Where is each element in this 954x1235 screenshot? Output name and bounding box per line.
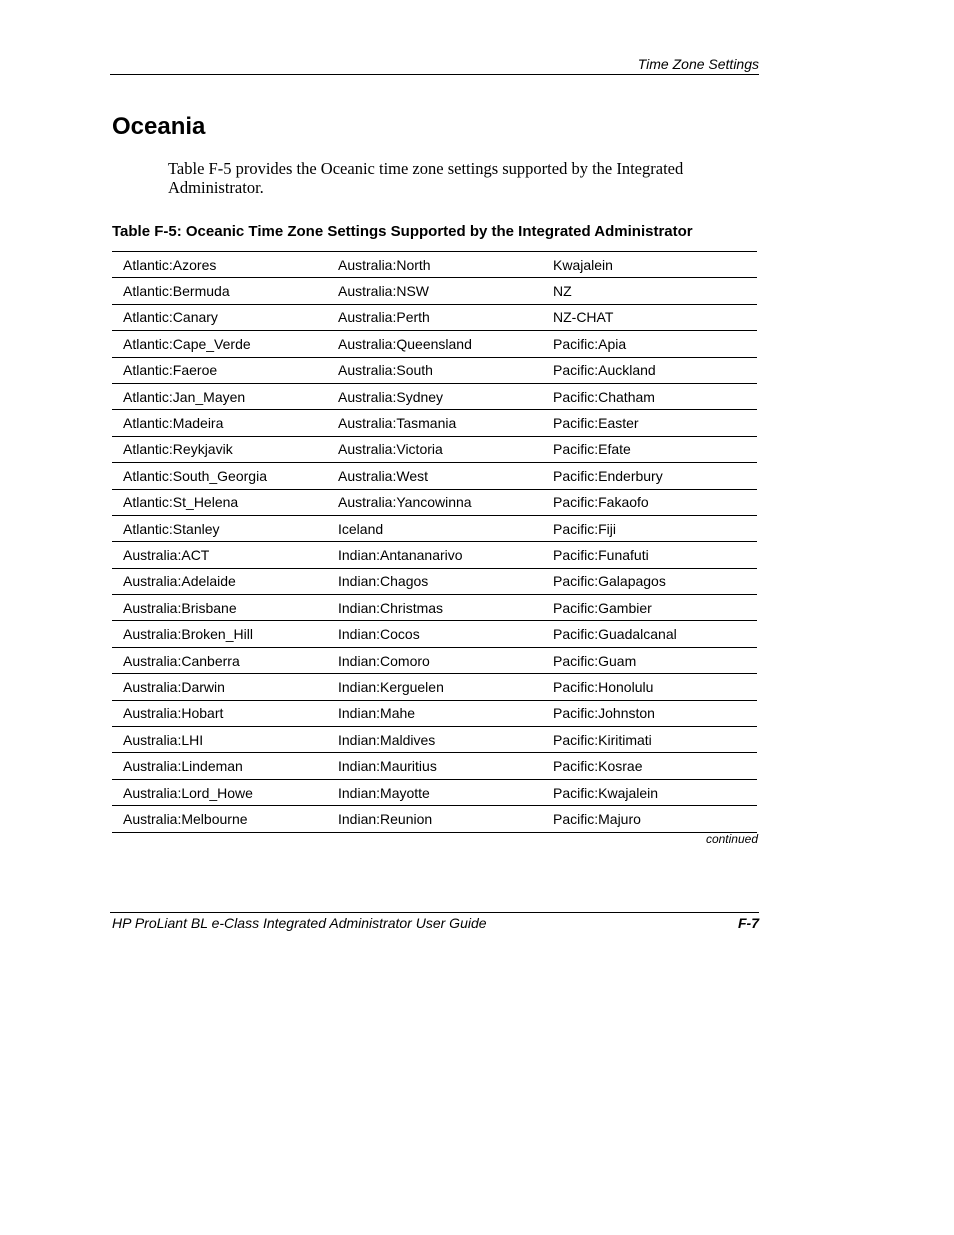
table-row <box>112 568 757 594</box>
table-cell: Australia:Queensland <box>327 331 542 357</box>
table-cell: Pacific:Enderbury <box>542 463 757 489</box>
table-cell: Pacific:Fiji <box>542 515 757 541</box>
continued-note: continued <box>705 832 758 846</box>
table-cell: Australia:Hobart <box>112 700 327 726</box>
table-row <box>112 278 757 304</box>
table-cell: Indian:Mayotte <box>327 779 542 805</box>
table-cell: Atlantic:Canary <box>112 304 327 330</box>
table-cell: Pacific:Guam <box>542 647 757 673</box>
table-cell: Pacific:Gambier <box>542 595 757 621</box>
table-cell: Australia:West <box>327 463 542 489</box>
table-cell: Australia:Yancowinna <box>327 489 542 515</box>
table-cell: Atlantic:Cape_Verde <box>112 331 327 357</box>
table-row <box>112 753 757 779</box>
table-cell: Indian:Kerguelen <box>327 674 542 700</box>
time-zone-table-body <box>112 252 757 833</box>
table-cell: Pacific:Easter <box>542 410 757 436</box>
table-cell: Atlantic:Azores <box>112 252 327 278</box>
table-cell: Indian:Antananarivo <box>327 542 542 568</box>
table-row <box>112 383 757 409</box>
table-row <box>112 489 757 515</box>
table-cell: Pacific:Honolulu <box>542 674 757 700</box>
table-row <box>112 252 757 278</box>
table-cell: Australia:Canberra <box>112 647 327 673</box>
section-heading: Oceania <box>112 113 206 140</box>
table-cell: Atlantic:St_Helena <box>112 489 327 515</box>
table-row <box>112 410 757 436</box>
table-cell: Australia:Lindeman <box>112 753 327 779</box>
table-cell: Indian:Christmas <box>327 595 542 621</box>
table-row <box>112 700 757 726</box>
table-cell: Australia:Darwin <box>112 674 327 700</box>
table-cell: Indian:Chagos <box>327 568 542 594</box>
table-row <box>112 542 757 568</box>
table-row <box>112 727 757 753</box>
table-cell: Indian:Maldives <box>327 727 542 753</box>
table-cell: Pacific:Kiritimati <box>542 727 757 753</box>
table-cell: Indian:Comoro <box>327 647 542 673</box>
table-cell: Atlantic:Jan_Mayen <box>112 383 327 409</box>
table-cell: Pacific:Kwajalein <box>542 779 757 805</box>
table-cell: Atlantic:Faeroe <box>112 357 327 383</box>
intro-paragraph: Table F-5 provides the Oceanic time zone settings supported by the Integrated Administrator. <box>168 159 684 197</box>
table-cell: Pacific:Majuro <box>542 806 757 832</box>
table-cell: Pacific:Johnston <box>542 700 757 726</box>
table-cell: Australia:ACT <box>112 542 327 568</box>
page-number: F-7 <box>738 915 759 931</box>
table-cell: Indian:Cocos <box>327 621 542 647</box>
table-cell: Pacific:Apia <box>542 331 757 357</box>
header-rule <box>110 74 759 75</box>
table-cell: Australia:South <box>327 357 542 383</box>
table-row <box>112 647 757 673</box>
running-header: Time Zone Settings <box>637 56 759 72</box>
table-cell: Atlantic:Reykjavik <box>112 436 327 462</box>
table-row <box>112 806 757 832</box>
table-cell: Pacific:Efate <box>542 436 757 462</box>
table-cell: Pacific:Guadalcanal <box>542 621 757 647</box>
footer-rule <box>110 912 759 913</box>
table-cell: Australia:Brisbane <box>112 595 327 621</box>
table-cell: Atlantic:South_Georgia <box>112 463 327 489</box>
table-cell: Australia:NSW <box>327 278 542 304</box>
table-cell: Pacific:Funafuti <box>542 542 757 568</box>
table-row <box>112 621 757 647</box>
table-cell: Atlantic:Stanley <box>112 515 327 541</box>
table-cell: Pacific:Chatham <box>542 383 757 409</box>
table-cell: Australia:Lord_Howe <box>112 779 327 805</box>
table-cell: Indian:Reunion <box>327 806 542 832</box>
table-row <box>112 463 757 489</box>
table-cell: Iceland <box>327 515 542 541</box>
table-cell: Pacific:Auckland <box>542 357 757 383</box>
table-row <box>112 674 757 700</box>
table-cell: Atlantic:Bermuda <box>112 278 327 304</box>
table-cell: Australia:Perth <box>327 304 542 330</box>
table-row <box>112 436 757 462</box>
table-row <box>112 779 757 805</box>
table-row <box>112 331 757 357</box>
table-cell: Australia:Victoria <box>327 436 542 462</box>
table-cell: Atlantic:Madeira <box>112 410 327 436</box>
table-cell: Pacific:Fakaofo <box>542 489 757 515</box>
table-row <box>112 304 757 330</box>
table-cell: Indian:Mahe <box>327 700 542 726</box>
table-cell: Australia:Broken_Hill <box>112 621 327 647</box>
table-cell: Australia:Melbourne <box>112 806 327 832</box>
table-cell: Kwajalein <box>542 252 757 278</box>
table-cell: Australia:Tasmania <box>327 410 542 436</box>
table-cell: Pacific:Kosrae <box>542 753 757 779</box>
table-row <box>112 357 757 383</box>
table-cell: Australia:North <box>327 252 542 278</box>
table-caption: Table F-5: Oceanic Time Zone Settings Supported by the Integrated Administrator <box>112 223 693 240</box>
table-row <box>112 515 757 541</box>
footer-guide-title: HP ProLiant BL e-Class Integrated Administrator User Guide <box>112 915 487 931</box>
table-cell: Australia:Sydney <box>327 383 542 409</box>
time-zone-table <box>112 251 757 833</box>
table-cell: Australia:Adelaide <box>112 568 327 594</box>
table-row <box>112 595 757 621</box>
table-cell: NZ <box>542 278 757 304</box>
table-cell: NZ-CHAT <box>542 304 757 330</box>
table-cell: Indian:Mauritius <box>327 753 542 779</box>
table-cell: Australia:LHI <box>112 727 327 753</box>
table-cell: Pacific:Galapagos <box>542 568 757 594</box>
